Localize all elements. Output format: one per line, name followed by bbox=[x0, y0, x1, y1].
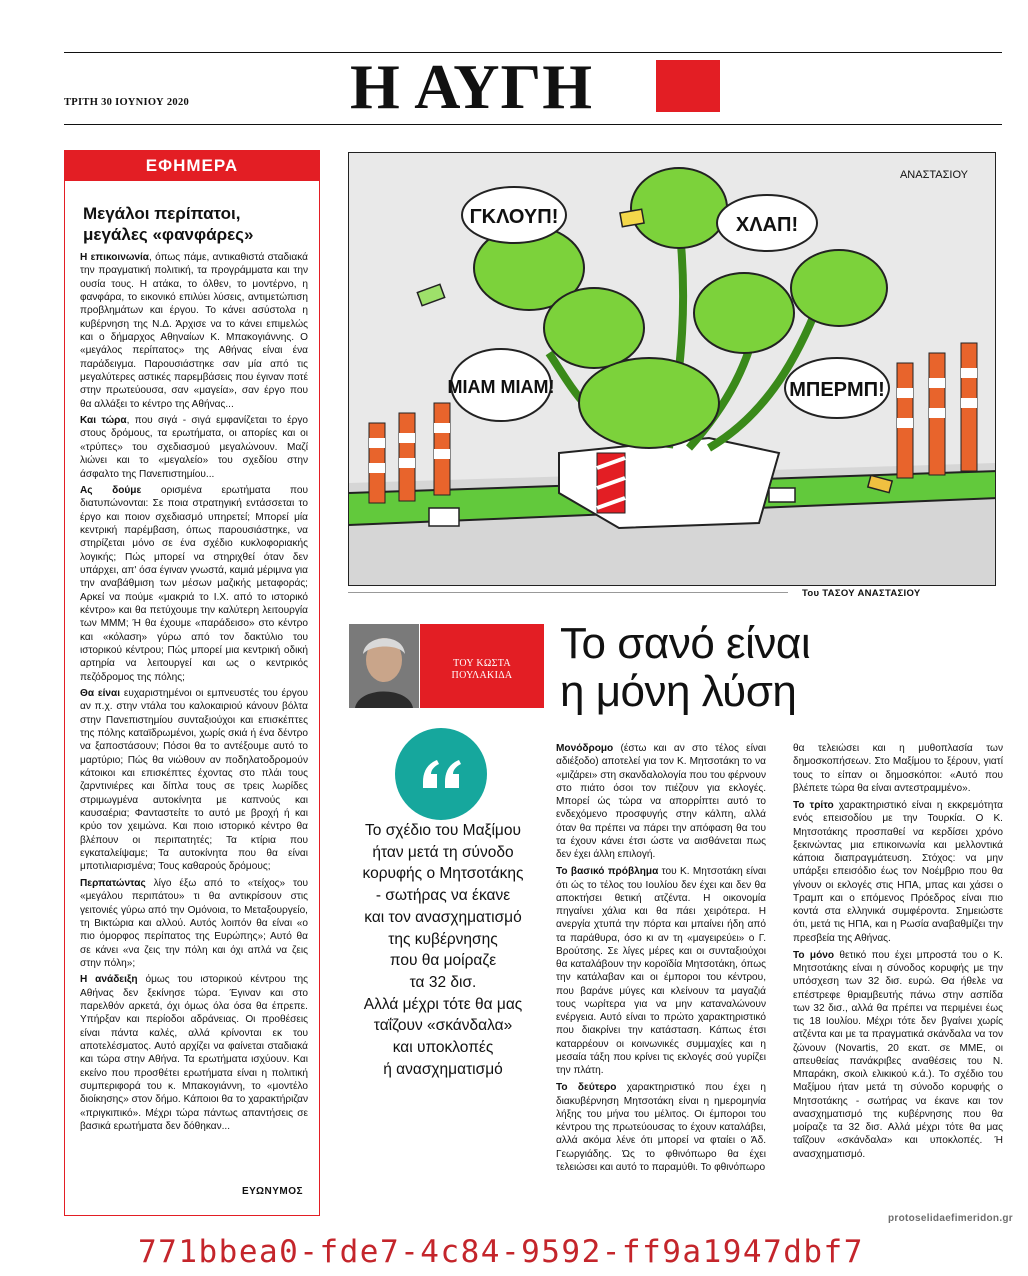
article-column-2 bbox=[793, 742, 1003, 1165]
pull-quote-line: κορυφής ο Μητσοτάκης bbox=[362, 865, 524, 883]
bubble-text: ΜΙΑΜ ΜΙΑΜ! bbox=[447, 377, 555, 397]
paragraph bbox=[793, 949, 1003, 1161]
ephemera-body bbox=[80, 251, 308, 1136]
masthead-red-box bbox=[656, 60, 720, 112]
paragraph bbox=[556, 1081, 766, 1174]
source-watermark: protoselidaefimeridon.gr bbox=[888, 1213, 1013, 1224]
paragraph-lead: Η ανάδειξη bbox=[80, 974, 138, 986]
masthead-title: Η ΑΥΓΗ bbox=[350, 51, 593, 122]
paragraph bbox=[793, 799, 1003, 945]
paragraph-lead: Θα είναι bbox=[80, 688, 121, 699]
pull-quote-line: ή ανασχηματισμό bbox=[383, 1060, 503, 1078]
pull-quote-line: - σωτήρας να έκανε bbox=[375, 887, 511, 905]
bubble-text: ΧΛΑΠ! bbox=[735, 214, 799, 236]
quote-mark-icon bbox=[395, 728, 487, 820]
article-headline bbox=[560, 620, 980, 716]
ephemera-section-header: ΕΦΗΜΕΡΑ bbox=[65, 151, 319, 181]
pull-quote-line: ήταν μετά τη σύνοδο bbox=[372, 843, 514, 861]
pull-quote bbox=[350, 820, 536, 1080]
paragraph-lead: Το μόνο bbox=[793, 949, 835, 961]
paragraph-lead: Το βασικό πρόβλημα bbox=[556, 866, 659, 878]
pull-quote-line: και τον ανασχηματισμό bbox=[364, 908, 522, 926]
paragraph-lead: Η επικοινωνία bbox=[80, 252, 149, 263]
paragraph-lead: Περπατώντας bbox=[80, 877, 146, 889]
paragraph bbox=[80, 973, 308, 1133]
paragraph-lead: Μονόδρομο bbox=[556, 743, 614, 754]
issue-date: ΤΡΙΤΗ 30 ΙΟΥΝΙΟΥ 2020 bbox=[64, 97, 190, 108]
paragraph bbox=[80, 414, 308, 481]
paragraph bbox=[80, 877, 308, 970]
paragraph-text: χαρακτηριστικό είναι η εκκρεμότητα ενός επεισοδίου με την Τουρκία. Ο Κ. Μητσοτάκης προσπαθεί να κερδίσει χρόνο ξεκινώντας μια επικοινωνία και μελλοντικά κάποια διαπραγμάτευση. Στόχος: να μην υπάρξει επεισόδιο έως τον Νοέμβριο που θα γίνουν οι εκλογές στις ΗΠΑ, μπας και χάσει ο Τραμπ και ο επόμενος Πρόεδρος είναι πιο κοντά στα ελληνικά συμφέροντα. Σημειώστε ότι, μετά τις ΗΠΑ, και η Ρωσία αναβαθμίζει την πρεσβεία της Αθήνας. bbox=[793, 800, 1003, 944]
ephemera-title bbox=[83, 203, 313, 245]
ephemera-column bbox=[64, 150, 320, 1216]
paragraph-text: ορισμένα ερωτήματα που διατυπώνονται: Σε ποια στρατηγική εντάσσεται το έργο και ποιον σχεδιασμό υπηρετεί; Μπορεί μία κεντρική παρέμβαση, όπως παρουσιάστηκε, να στηρίζεται μόνο σε ένα σχέδιο κυκλοφοριακής λογικής; Πώς μπορεί να στηριχθεί όταν δεν υπάρχει, απ' όσα έγιναν γνωστά, καμιά μέριμνα για την αναβάθμιση των μέσων μαζικής μεταφοράς; Αρκεί να πούμε «μακριά το Ι.Χ. από το ιστορικό κέντρο» και θα πετύχουμε την καλύτερη λειτουργία των ΜΜΜ; Ή θα έχουμε «παράδεισο» στο κέντρο και «κόλαση» γύρω από τον δακτύλιο του ιστορικού κέντρου; Πώς μπορεί μια κεντρική οδική αρτηρία να λειτουργεί και ως ο κεντρικός πεζόδρομος της πόλης; bbox=[80, 484, 308, 683]
ephemera-title-line: μεγάλες «φανφάρες» bbox=[83, 225, 254, 244]
headline-line: Το σανό είναι bbox=[560, 619, 811, 668]
paragraph bbox=[556, 865, 766, 1077]
paragraph-lead: Το τρίτο bbox=[793, 800, 834, 811]
bubble-text: ΜΠΕΡΜΠ! bbox=[789, 379, 885, 401]
paragraph-text: όμως του ιστορικού κέντρου της Αθήνας δεν ξεκίνησε τώρα. Έγιναν και στο παρελθόν αρκετά, όχι όμως όλα όσα θα έπρεπε. Υπήρξαν και περίοδοι αδράνειας. Οι προθέσεις είναι πάντα καλές, αλλά κρίνονται εκ του αποτελέσματος. Αυτό αρχίζει να φαίνεται σταδιακά και τώρα στην Αθήνα. Τα ερωτήματα ισχύουν. Και εκείνο που προσθέτει ερωτήματα είναι η πολιτική συμπεριφορά του κ. Μπακογιάννη, το «μοντέλο διοίκησης» στον δήμο. Κάποιοι θα το χαρακτήριζαν «πριγκιπικό». Μέχρι τώρα πάντως απαντήσεις σε βασικά ερωτήματα δεν δόθηκαν... bbox=[80, 974, 308, 1132]
cartoon-signature: ΑΝΑΣΤΑΣΙΟΥ bbox=[899, 169, 969, 181]
paragraph-text: λίγο έξω από το «τείχος» του «μεγάλου περιπάτου» τι θα αντικρίσουν στις γειτονιές γύρω από την Ομόνοια, το Μεταξουργείο, τη Βικτώρια και αλλού. Αυτός λοιπόν θα είναι «ο πιο όμορφος περίπατος της Ευρώπης»; Αυτό θα σε κάνει «να ζεις την πόλη και όχι απλά να ζεις στην πόλη»; bbox=[80, 877, 308, 969]
paragraph-text: , όπως πάμε, αντικαθιστά σταδιακά την πραγματική πολιτική, τα προγράμματα και την ουσία τους. Η ατάκα, το όλθεν, το μοντέρνο, η φανφάρα, το εικονικό επιλύει λύσεις, αντιμετώπιση προβλημάτων και έργου. Το κάνει ασύστολα η κυβέρνηση της Ν.Δ. Άρχισε να το κάνει επιμελώς και ο δήμαρχος Αθηναίων Κ. Μπακογιάννης. Ο «μεγάλος περίπατος» της Αθήνας είναι ένα παράδειγμα. Παρουσιάστηκε σαν μία από τις μεγαλύτερες αστικές παρεμβάσεις που έγιναν ποτέ στην πρωτεύουσα, σαν «μαγεία», σαν έργο που θα αλλάξει το κέντρο της Αθήνας... bbox=[80, 252, 308, 410]
paragraph-text: του Κ. Μητσοτάκη είναι ότι ώς το τέλος του Ιουλίου δεν έχει και δεν θα αποκτήσει θετική ατζέντα. Η οικονομία πηγαίνει χάλια και θα πάει χειρότερα. Η ανεργία χτυπά την πόρτα και μπαίνει ήδη από τα παράθυρα, όσο κι αν τη «μαγειρεύει» ο Γ. Βρούτσης. Σε λίγες μέρες και οι συνταξιούχοι θα καταλάβουν την κοροϊδία Μητσοτάκη, όπως την κατάλαβαν και οι έμποροι του κέντρου, που βαράνε μύγες και κλείνουν τα μαγαζιά τους νωρίτερα για να μην καταναλώνουν ενέργεια. Αυτό είναι το πρώτο χαρακτηριστικό που διακρίνει την κατάσταση. Κάπως έτσι καταρρέουν οι κοινωνικές συμμαχίες και η μεσαία τάξη που κρίνει τις εκλογές σού γυρίζει την πλάτη. bbox=[556, 866, 767, 1076]
paragraph bbox=[80, 687, 308, 874]
pull-quote-line: τα 32 δισ. bbox=[409, 973, 477, 991]
pull-quote-line: της κυβέρνησης bbox=[388, 930, 498, 948]
pull-quote-line: ταΐζουν «σκάνδαλα» bbox=[373, 1017, 513, 1035]
article-column-1 bbox=[556, 742, 766, 1178]
pull-quote-line: που θα μοίραζε bbox=[389, 952, 497, 970]
pull-quote-line: Το σχέδιο του Μαξίμου bbox=[365, 822, 521, 839]
author-name-line: ΠΟΥΛΑΚΙΔΑ bbox=[451, 670, 513, 681]
author-box bbox=[420, 624, 544, 708]
cartoon-illustration bbox=[349, 153, 996, 586]
paragraph bbox=[556, 742, 766, 861]
ephemera-signature: ΕΥΩΝΥΜΟΣ bbox=[242, 1186, 303, 1197]
author-name-line: ΤΟΥ ΚΩΣΤΑ bbox=[453, 658, 511, 669]
paragraph-lead: Το δεύτερο bbox=[556, 1082, 617, 1094]
paragraph-text: χαρακτηριστικό που έχει η διακυβέρνηση Μητσοτάκη είναι η ημερομηνία λήξης του μήνα του μέλιτος. Οι έμποροι του κέντρου της πρωτεύουσας το έχουν καταλάβει, αλλά ακόμα λένε ότι μπορεί να φταίει ο Άδ. Γεωργιάδης. Ώς το φθινόπωρο θα έχει τελειώσει και αυτό το παραμύθι. Το φθινόπωρο bbox=[556, 1082, 766, 1173]
paragraph-lead: Και τώρα bbox=[80, 415, 127, 427]
paragraph bbox=[793, 742, 1003, 795]
paragraph-text: θετικό που έχει μπροστά του ο Κ. Μητσοτάκης είναι η σύνοδος κορυφής με την υπόσχεση των 32 δισ. ευρώ. Θα ήθελε να επέστρεφε θριαμβευτής πάνω στην ασπίδα των 32 δισ., αλλά θα πρέπει να περιμένει έως τις 18 Ιουλίου. Μέχρι τότε δεν βγαίνει χωρίς ατζέντα και με τα πραγματικά σκάνδαλα να τον ζώνουν (Novartis, 20 εκατ. σε ΜΜΕ, οι απευθείας πανάκριβες αναθέσεις του Ν. Μπαράκη, σκοιλ ελικικού κ.ά.). Το σχέδιο του Μαξίμου ήταν μετά τη σύνοδο κορυφής ο Μητσοτάκης - σωτήρας να έκανε και τον ανασχηματισμό της κυβέρνησης που θα μοίραζε τα 32 δισ. Αλλά μέχρι τότε θα μας ταΐζουν «σκάνδαλα» και υποκλοπές. Ή ανασχηματισμό. bbox=[793, 949, 1003, 1160]
paragraph-text: (έστω και αν στο τέλος είναι αδιέξοδο) αποτελεί για τον Κ. Μητσοτάκη το να «μιζάρει» στη σκανδαλολογία που του φέρνουν στο πιάτο όσοι τον πιέζουν για εκλογές. Μπορεί ώς τώρα να απορρίπτει αυτό το ενδεχόμενο προσφυγής στην κάλπη, αλλά όταν θα πρέπει να πάρει την απόφαση θα του τα έχουν κάνει έτσι ώστε να αισθάνεται πως δεν έχει άλλη επιλογή. bbox=[556, 743, 766, 860]
paragraph-lead: Ας δούμε bbox=[80, 484, 142, 496]
headline-line: η μόνη λύση bbox=[560, 667, 797, 716]
document-uuid: 771bbea0-fde7-4c84-9592-ff9a1947dbf7 bbox=[138, 1234, 864, 1270]
author-photo bbox=[349, 624, 419, 708]
cartoon-credit: Του ΤΑΣΟΥ ΑΝΑΣΤΑΣΙΟΥ bbox=[802, 588, 921, 599]
pull-quote-line: Αλλά μέχρι τότε θα μας bbox=[363, 995, 523, 1013]
paragraph-text: , που σιγά - σιγά εμφανίζεται το έργο στους δρόμους, τα ερωτήματα, οι απορίες και οι «τρύπες» του σχεδιασμού μεγαλώνουν. Μαζί λιώνει και το «μεγαλείο» του σχεδίου στην άσφαλτο της Πανεπιστημίου... bbox=[80, 415, 308, 480]
bubble-text: ΓΚΛΟΥΠ! bbox=[469, 206, 559, 228]
paragraph-text: θα τελειώσει και η μυθοπλασία των δημοσκοπήσεων. Στο Μαξίμου το ξέρουν, γιατί τους το είπαν οι δημοσκόποι: «Αυτό που βλέπετε τώρα θα είναι αντεστραμμένο». bbox=[793, 743, 1003, 794]
ephemera-title-line: Μεγάλοι περίπατοι, bbox=[83, 204, 241, 223]
paragraph bbox=[80, 251, 308, 411]
paragraph bbox=[80, 484, 308, 684]
cartoon bbox=[348, 152, 996, 586]
paragraph-text: ευχαριστημένοι οι εμπνευστές του έργου αν π.χ. στην ντάλα του καλοκαιριού κάνουν βόλτα στην Πανεπιστημίου συνταξιούχοι και επισκέπτες της πόλης καταϊδρωμένοι, χωρίς σκιά ή ένα δέντρο να ξαποστάσουν; Πόσοι θα το αντέξουμε αυτό το μαρτύριο; Πώς θα νιώθουν αν ποδηλατοδρομούν κάτοικοι και επισκέπτες έχοντας στο πλάι τους ζαρντινιέρες και δίπλα τους σε τρεις λωρίδες στριμωγμένα αυτοκίνητα με καπνούς και καυσαέρια; Φανταστείτε το αυτό με βροχή ή και κρύο τον χειμώνα. Και ποιο ιστορικό κέντρο θα βλέπουν οι περιπατητές; Τα κτίρια που εγκαταλείψαμε; Τα αυτοκίνητα που θα είναι μποτιλιαρισμένα; Τους καθαρούς δρόμους; bbox=[80, 688, 308, 873]
pull-quote-line: και υποκλοπές bbox=[392, 1039, 494, 1057]
